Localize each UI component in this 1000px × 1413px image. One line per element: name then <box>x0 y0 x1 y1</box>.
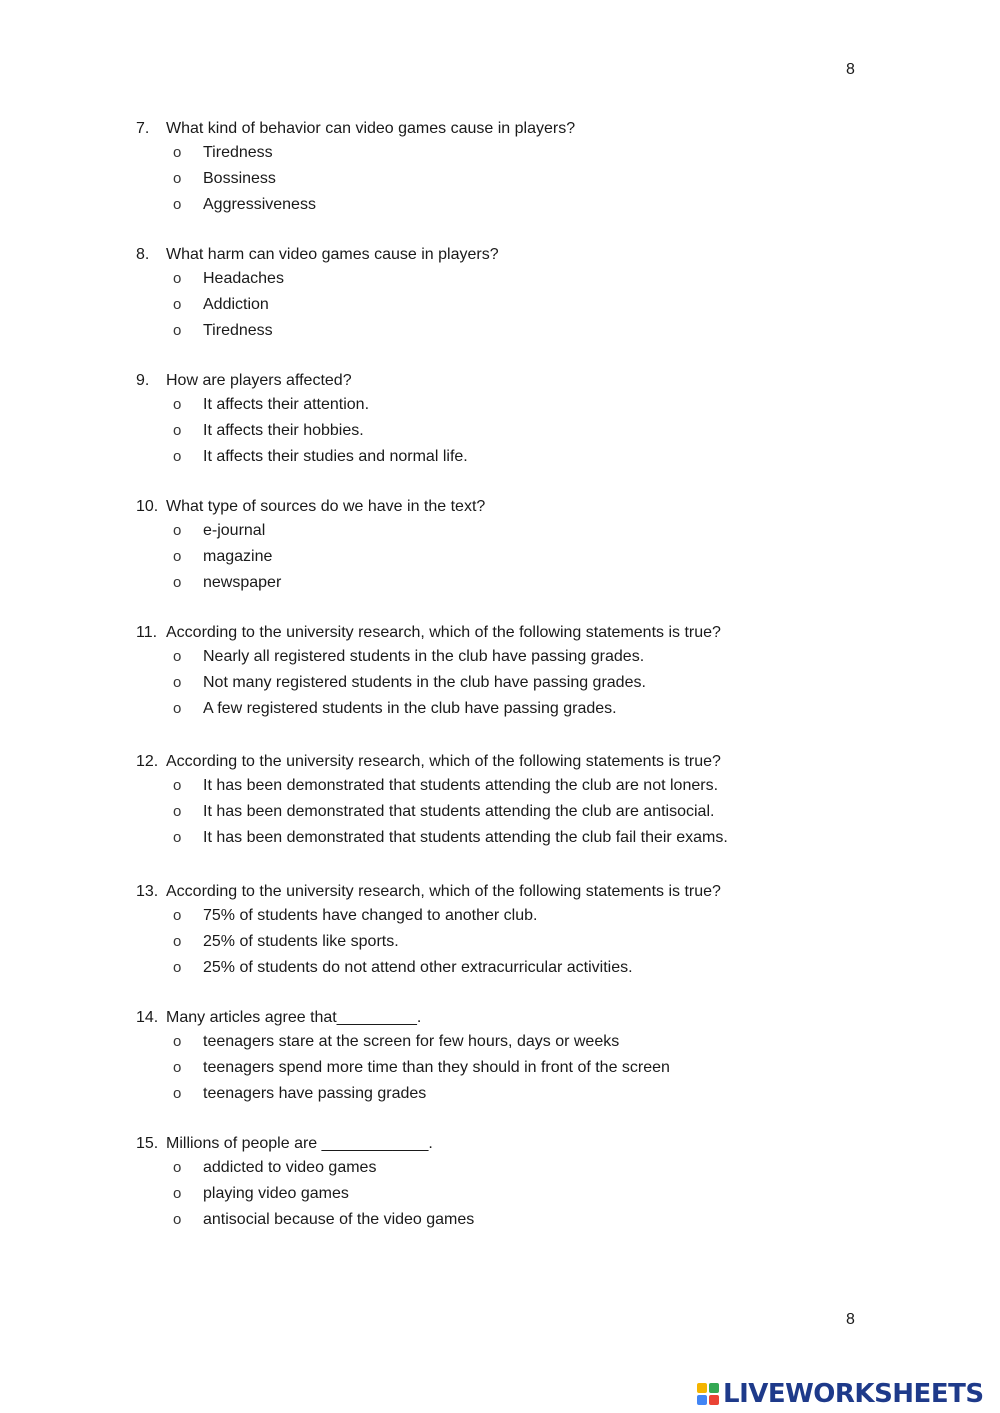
option-text: 25% of students do not attend other extracurricular activities. <box>203 959 633 976</box>
question-number: 13. <box>136 883 159 900</box>
page-number-bottom: 8 <box>846 1311 855 1328</box>
answer-option[interactable] <box>0 773 1000 799</box>
option-text: A few registered students in the club have passing grades. <box>203 700 617 717</box>
option-text: e-journal <box>203 522 266 539</box>
question-number: 15. <box>136 1135 159 1152</box>
option-text: Aggressiveness <box>203 196 316 213</box>
radio-bullet-icon[interactable]: o <box>173 907 182 924</box>
answer-option[interactable] <box>0 1029 1000 1055</box>
answer-option[interactable] <box>0 644 1000 670</box>
answer-option[interactable] <box>0 418 1000 444</box>
answer-option[interactable] <box>0 955 1000 981</box>
radio-bullet-icon[interactable]: o <box>173 1211 182 1228</box>
question-12 <box>0 751 1000 851</box>
logo-block-green <box>709 1383 719 1393</box>
radio-bullet-icon[interactable]: o <box>173 674 182 691</box>
answer-option[interactable] <box>0 570 1000 596</box>
answer-option[interactable] <box>0 318 1000 344</box>
question-number: 8. <box>136 246 150 263</box>
page-number-top: 8 <box>846 61 855 78</box>
option-text: teenagers spend more time than they should in front of the screen <box>203 1059 670 1076</box>
radio-bullet-icon[interactable]: o <box>173 522 182 539</box>
answer-option[interactable] <box>0 929 1000 955</box>
question-text: Many articles agree that_________. <box>166 1009 422 1026</box>
answer-option[interactable] <box>0 266 1000 292</box>
question-7 <box>0 118 1000 218</box>
answer-option[interactable] <box>0 696 1000 722</box>
question-number: 11. <box>136 624 158 641</box>
answer-option[interactable] <box>0 1181 1000 1207</box>
question-15 <box>0 1133 1000 1233</box>
question-11 <box>0 622 1000 722</box>
radio-bullet-icon[interactable]: o <box>173 396 182 413</box>
option-text: newspaper <box>203 574 282 591</box>
question-text: According to the university research, which of the following statements is true? <box>166 753 721 770</box>
answer-option[interactable] <box>0 192 1000 218</box>
radio-bullet-icon[interactable]: o <box>173 803 182 820</box>
answer-option[interactable] <box>0 518 1000 544</box>
option-text: It affects their attention. <box>203 396 370 413</box>
answer-option[interactable] <box>0 292 1000 318</box>
question-text: What harm can video games cause in players? <box>166 246 499 263</box>
logo-block-blue <box>697 1395 707 1405</box>
radio-bullet-icon[interactable]: o <box>173 700 182 717</box>
radio-bullet-icon[interactable]: o <box>173 448 182 465</box>
answer-option[interactable] <box>0 1207 1000 1233</box>
answer-option[interactable] <box>0 903 1000 929</box>
answer-option[interactable] <box>0 392 1000 418</box>
answer-option[interactable] <box>0 140 1000 166</box>
question-number: 12. <box>136 753 159 770</box>
radio-bullet-icon[interactable]: o <box>173 829 182 846</box>
answer-option[interactable] <box>0 1055 1000 1081</box>
radio-bullet-icon[interactable]: o <box>173 270 182 287</box>
option-text: 25% of students like sports. <box>203 933 399 950</box>
question-text: How are players affected? <box>166 372 352 389</box>
radio-bullet-icon[interactable]: o <box>173 170 182 187</box>
radio-bullet-icon[interactable]: o <box>173 196 182 213</box>
question-text: Millions of people are ____________. <box>166 1135 433 1152</box>
question-14 <box>0 1007 1000 1107</box>
radio-bullet-icon[interactable]: o <box>173 322 182 339</box>
option-text: Not many registered students in the club have passing grades. <box>203 674 646 691</box>
question-number: 7. <box>136 120 150 137</box>
answer-option[interactable] <box>0 799 1000 825</box>
radio-bullet-icon[interactable]: o <box>173 574 182 591</box>
radio-bullet-icon[interactable]: o <box>173 777 182 794</box>
radio-bullet-icon[interactable]: o <box>173 1185 182 1202</box>
option-text: 75% of students have changed to another club. <box>203 907 538 924</box>
answer-option[interactable] <box>0 825 1000 851</box>
radio-bullet-icon[interactable]: o <box>173 296 182 313</box>
logo-block-yellow <box>697 1383 707 1393</box>
option-text: It affects their hobbies. <box>203 422 364 439</box>
option-text: Nearly all registered students in the club have passing grades. <box>203 648 645 665</box>
radio-bullet-icon[interactable]: o <box>173 422 182 439</box>
option-text: It has been demonstrated that students attending the club are not loners. <box>203 777 719 794</box>
radio-bullet-icon[interactable]: o <box>173 1033 182 1050</box>
logo-blocks-icon <box>697 1383 719 1405</box>
option-text: Bossiness <box>203 170 276 187</box>
radio-bullet-icon[interactable]: o <box>173 648 182 665</box>
answer-option[interactable] <box>0 1155 1000 1181</box>
option-text: teenagers stare at the screen for few hours, days or weeks <box>203 1033 620 1050</box>
answer-option[interactable] <box>0 1081 1000 1107</box>
logo-block-red <box>709 1395 719 1405</box>
question-text: What kind of behavior can video games cause in players? <box>166 120 576 137</box>
radio-bullet-icon[interactable]: o <box>173 548 182 565</box>
question-10 <box>0 496 1000 596</box>
question-text: According to the university research, which of the following statements is true? <box>166 624 721 641</box>
option-text: Tiredness <box>203 144 273 161</box>
question-number: 9. <box>136 372 150 389</box>
question-9 <box>0 370 1000 470</box>
option-text: addicted to video games <box>203 1159 377 1176</box>
logo-text: LIVEWORKSHEETS <box>723 1379 984 1409</box>
option-text: antisocial because of the video games <box>203 1211 475 1228</box>
question-number: 10. <box>136 498 159 515</box>
option-text: Addiction <box>203 296 269 313</box>
radio-bullet-icon[interactable]: o <box>173 1159 182 1176</box>
liveworksheets-logo[interactable] <box>697 1378 984 1410</box>
question-number: 14. <box>136 1009 159 1026</box>
option-text: playing video games <box>203 1185 349 1202</box>
radio-bullet-icon[interactable]: o <box>173 959 182 976</box>
radio-bullet-icon[interactable]: o <box>173 144 182 161</box>
radio-bullet-icon[interactable]: o <box>173 933 182 950</box>
question-text: According to the university research, which of the following statements is true? <box>166 883 721 900</box>
option-text: Headaches <box>203 270 284 287</box>
answer-option[interactable] <box>0 166 1000 192</box>
radio-bullet-icon[interactable]: o <box>173 1059 182 1076</box>
answer-option[interactable] <box>0 544 1000 570</box>
question-text: What type of sources do we have in the text? <box>166 498 486 515</box>
option-text: teenagers have passing grades <box>203 1085 427 1102</box>
question-13 <box>0 881 1000 981</box>
answer-option[interactable] <box>0 670 1000 696</box>
question-8 <box>0 244 1000 344</box>
option-text: It has been demonstrated that students attending the club fail their exams. <box>203 829 728 846</box>
radio-bullet-icon[interactable]: o <box>173 1085 182 1102</box>
option-text: It has been demonstrated that students attending the club are antisocial. <box>203 803 715 820</box>
option-text: Tiredness <box>203 322 273 339</box>
option-text: magazine <box>203 548 273 565</box>
option-text: It affects their studies and normal life. <box>203 448 468 465</box>
answer-option[interactable] <box>0 444 1000 470</box>
